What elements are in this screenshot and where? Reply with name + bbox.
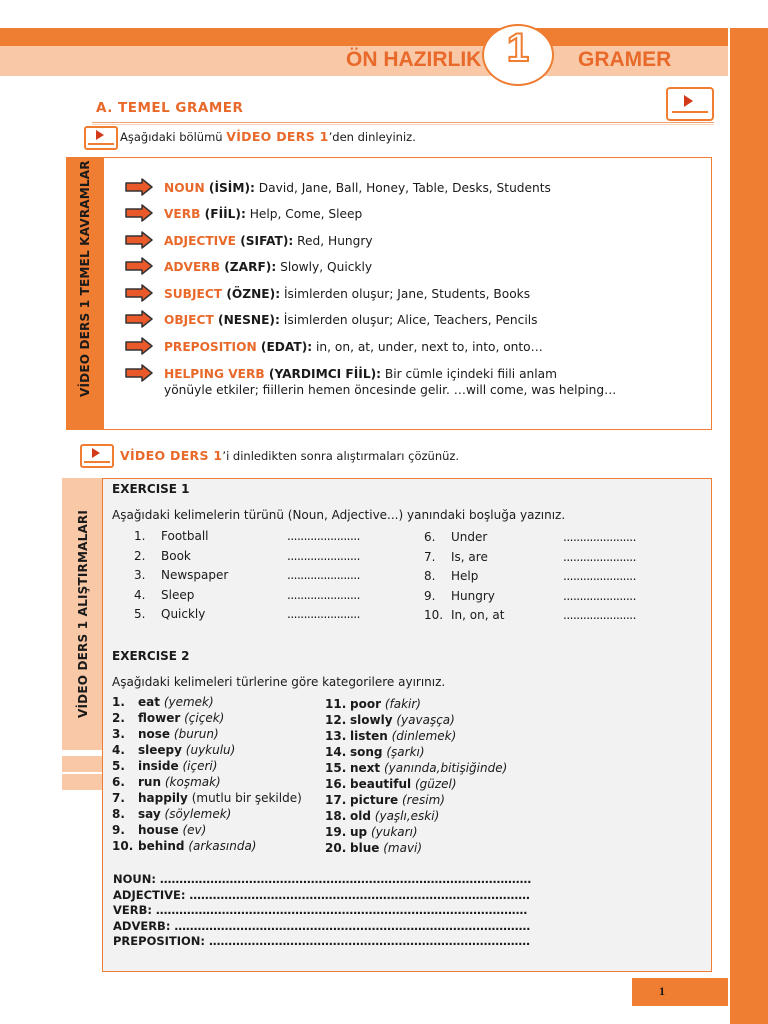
section-divider <box>92 122 714 123</box>
exercise1-title: EXERCISE 1 <box>112 482 190 496</box>
arrow-icon <box>124 231 154 249</box>
word-turkish: (koşmak) <box>164 775 221 789</box>
word-english: beautiful <box>350 777 412 791</box>
basic-concepts-side-label: VİDEO DERS 1 TEMEL KAVRAMLAR <box>78 160 92 397</box>
right-bar-divider <box>728 0 730 1024</box>
word-number: 15. <box>325 761 347 775</box>
word-number: 10. <box>112 839 134 853</box>
side-strip-1 <box>62 756 102 772</box>
concept-turkish: (YARDIMCI FİİL): <box>264 367 382 381</box>
category-answer-line[interactable]: ................................................................................................ <box>159 872 532 886</box>
category-answer-line[interactable]: ........................................................................................ <box>189 887 530 902</box>
exercise1-word: Under <box>451 530 488 544</box>
word-turkish: (mutlu bir şekilde) <box>191 791 302 805</box>
word-turkish: (güzel) <box>414 777 457 791</box>
word-number: 4. <box>112 743 125 757</box>
word-turkish: (söylemek) <box>164 807 232 821</box>
arrow-icon <box>124 178 154 196</box>
exercise1-number: 9. <box>424 589 436 603</box>
right-bar-notch <box>728 0 768 28</box>
concept-term: SUBJECT <box>164 287 223 301</box>
concept-turkish: (NESNE): <box>213 313 280 327</box>
exercise1-number: 1. <box>134 529 146 543</box>
answer-blank[interactable]: ...................... <box>563 550 636 564</box>
exercise1-word: Help <box>451 569 479 583</box>
word-english: nose <box>138 727 171 741</box>
exercises-side-tab <box>62 478 102 750</box>
word-turkish: (burun) <box>173 727 219 741</box>
side-strip-2 <box>62 774 102 790</box>
word-english: behind <box>138 839 185 853</box>
exercise2-instruction: Aşağıdaki kelimeleri türlerine göre kategorilere ayırınız. <box>112 675 446 689</box>
concept-examples: Slowly, Quickly <box>276 260 373 274</box>
concept-term: OBJECT <box>164 313 214 327</box>
concept-row <box>164 312 537 328</box>
category-line <box>113 903 527 917</box>
word-english: inside <box>138 759 179 773</box>
video-play-icon[interactable] <box>666 87 714 121</box>
word-item <box>138 727 219 741</box>
category-label: ADVERB: <box>113 918 171 933</box>
basic-concepts-side-tab <box>66 157 104 430</box>
concept-turkish: (EDAT): <box>256 340 313 354</box>
chapter-number: 1 <box>506 26 530 70</box>
concept-turkish: (SIFAT): <box>235 234 294 248</box>
exercise1-word: Football <box>161 529 209 543</box>
instruction-text-2: ’i dinledikten sonra alıştırmaları çözünüz. <box>222 449 460 463</box>
category-label: ADJECTIVE: <box>113 887 186 902</box>
word-number: 9. <box>112 823 125 837</box>
word-english: next <box>350 761 381 775</box>
answer-blank[interactable]: ...................... <box>287 568 360 582</box>
exercise1-number: 10. <box>424 608 444 622</box>
concept-examples: in, on, at, under, next to, into, onto… <box>312 340 543 354</box>
word-turkish: (yavaşça) <box>396 713 455 727</box>
word-item <box>350 745 425 759</box>
concept-term: PREPOSITION <box>164 340 257 354</box>
word-turkish: (şarkı) <box>386 745 425 759</box>
category-answer-line[interactable]: ............................................................................................ <box>174 918 530 933</box>
word-english: old <box>350 809 371 823</box>
word-item <box>138 807 231 821</box>
exercise1-word: In, on, at <box>451 608 505 622</box>
right-side-bar <box>728 0 768 1024</box>
exercise1-number: 4. <box>134 588 146 602</box>
concept-examples: David, Jane, Ball, Honey, Table, Desks, Students <box>254 181 551 195</box>
instruction-text-end: ’den dinleyiniz. <box>328 130 416 144</box>
word-item <box>138 743 235 757</box>
word-item <box>138 823 206 837</box>
word-turkish: (yemek) <box>163 695 214 709</box>
word-english: poor <box>350 697 381 711</box>
arrow-icon <box>124 204 154 222</box>
category-label: NOUN: <box>113 872 156 886</box>
page-number-tab <box>632 978 728 1006</box>
exercise1-number: 7. <box>424 550 436 564</box>
word-english: happily <box>138 791 188 805</box>
word-number: 16. <box>325 777 347 791</box>
word-english: say <box>138 807 161 821</box>
word-english: flower <box>138 711 181 725</box>
word-item <box>350 729 456 743</box>
concept-row <box>164 259 372 275</box>
word-english: blue <box>350 841 380 855</box>
video-lesson-link-2[interactable]: VİDEO DERS 1 <box>120 448 223 463</box>
word-turkish: (uykulu) <box>185 743 236 757</box>
exercise2-title: EXERCISE 2 <box>112 649 190 663</box>
word-number: 3. <box>112 727 125 741</box>
word-english: listen <box>350 729 388 743</box>
category-line <box>113 888 530 902</box>
exercise1-number: 6. <box>424 530 436 544</box>
word-turkish: (dinlemek) <box>391 729 457 743</box>
exercise1-number: 3. <box>134 568 146 582</box>
instruction-text: Aşağıdaki bölümü <box>120 130 227 144</box>
word-item <box>138 839 256 853</box>
word-item <box>138 759 217 773</box>
word-turkish: (mavi) <box>383 841 423 855</box>
concept-row <box>164 180 551 196</box>
word-turkish: (yukarı) <box>370 825 418 839</box>
answer-blank[interactable]: ...................... <box>563 589 636 603</box>
exercise1-number: 5. <box>134 607 146 621</box>
arrow-icon <box>124 364 154 382</box>
answer-blank[interactable]: ...................... <box>563 530 636 544</box>
word-item <box>350 697 421 711</box>
arrow-icon <box>124 257 154 275</box>
word-item <box>138 711 224 725</box>
word-number: 2. <box>112 711 125 725</box>
word-item <box>350 713 455 727</box>
word-number: 11. <box>325 697 347 711</box>
word-english: run <box>138 775 162 789</box>
section-divider-shadow <box>92 124 714 125</box>
word-turkish: (ev) <box>182 823 207 837</box>
concept-row <box>164 286 530 302</box>
category-line <box>113 872 531 886</box>
word-item <box>350 809 439 823</box>
word-turkish: (yanında,bitişiğinde) <box>384 761 508 775</box>
word-number: 7. <box>112 791 125 805</box>
word-number: 13. <box>325 729 347 743</box>
word-turkish: (fakir) <box>384 697 421 711</box>
arrow-icon <box>124 310 154 328</box>
word-number: 18. <box>325 809 347 823</box>
word-item <box>350 825 418 839</box>
concept-examples: İsimlerden oluşur; Alice, Teachers, Pencils <box>279 313 538 327</box>
word-number: 19. <box>325 825 347 839</box>
exercise1-word: Hungry <box>451 589 495 603</box>
word-item <box>350 761 507 775</box>
answer-blank[interactable]: ...................... <box>563 569 636 583</box>
word-english: up <box>350 825 368 839</box>
exercise1-number: 8. <box>424 569 436 583</box>
word-english: picture <box>350 793 399 807</box>
word-number: 5. <box>112 759 125 773</box>
concept-turkish: (FİİL): <box>200 207 246 221</box>
word-item <box>350 777 457 791</box>
word-turkish: (çiçek) <box>184 711 225 725</box>
category-line <box>113 934 530 948</box>
concept-row-continued: yönüyle etkiler; fiillerin hemen öncesinde gelir. …will come, was helping… <box>164 383 617 397</box>
word-number: 6. <box>112 775 125 789</box>
concept-row <box>164 206 362 222</box>
word-english: sleepy <box>138 743 182 757</box>
category-answer-line[interactable]: ................................................................................................ <box>155 903 528 917</box>
answer-blank[interactable]: ...................... <box>287 529 360 543</box>
concept-term: VERB <box>164 207 201 221</box>
concept-row <box>164 233 373 249</box>
video-lesson-link[interactable]: VİDEO DERS 1 <box>226 129 329 144</box>
page-number: 1 <box>659 984 665 998</box>
header-left-title: ÖN HAZIRLIK <box>346 48 482 71</box>
word-number: 12. <box>325 713 347 727</box>
word-number: 17. <box>325 793 347 807</box>
word-item <box>138 775 221 789</box>
word-english: slowly <box>350 713 393 727</box>
concept-examples: Bir cümle içindeki fiili anlam <box>381 367 557 381</box>
arrow-icon <box>124 284 154 302</box>
word-turkish: (içeri) <box>182 759 218 773</box>
instruction-listen <box>120 129 416 144</box>
concept-turkish: (ÖZNE): <box>222 287 281 301</box>
word-number: 1. <box>112 695 125 709</box>
word-item <box>138 791 302 805</box>
word-item <box>350 793 445 807</box>
exercise1-word: Newspaper <box>161 568 229 582</box>
category-label: PREPOSITION: <box>113 934 206 948</box>
concept-row <box>164 366 557 382</box>
exercise1-number: 2. <box>134 549 146 563</box>
header-top-stripe <box>0 28 728 46</box>
category-line <box>113 919 530 933</box>
word-english: eat <box>138 695 160 709</box>
exercise1-instruction: Aşağıdaki kelimelerin türünü (Noun, Adjective...) yanındaki boşluğa yazınız. <box>112 508 566 522</box>
category-label: VERB: <box>113 903 152 917</box>
concept-term: ADJECTIVE <box>164 234 236 248</box>
word-number: 20. <box>325 841 347 855</box>
concept-term: ADVERB <box>164 260 220 274</box>
answer-blank[interactable]: ...................... <box>287 549 360 563</box>
category-answer-line[interactable]: ................................................................................... <box>208 934 530 948</box>
concept-examples: Help, Come, Sleep <box>245 207 363 221</box>
word-turkish: (arkasında) <box>188 839 257 853</box>
word-number: 8. <box>112 807 125 821</box>
video-icon-small[interactable] <box>84 126 118 150</box>
exercises-side-label: VİDEO DERS 1 ALIŞTIRMALARI <box>76 509 90 718</box>
exercise1-word: Sleep <box>161 588 195 602</box>
answer-blank[interactable]: ...................... <box>287 607 360 621</box>
arrow-icon <box>124 337 154 355</box>
video-icon-small-2[interactable] <box>80 444 114 468</box>
word-english: house <box>138 823 179 837</box>
word-turkish: (yaşlı,eski) <box>374 809 440 823</box>
exercise1-word: Quickly <box>161 607 206 621</box>
exercise1-word: Book <box>161 549 191 563</box>
word-number: 14. <box>325 745 347 759</box>
section-title: A. TEMEL GRAMER <box>96 100 244 116</box>
instruction-exercises <box>120 448 459 463</box>
concept-turkish: (İSİM): <box>204 181 255 195</box>
concept-examples: Red, Hungry <box>293 234 373 248</box>
answer-blank[interactable]: ...................... <box>563 608 636 622</box>
header-right-title: GRAMER <box>578 48 672 71</box>
exercise1-word: Is, are <box>451 550 488 564</box>
concept-examples: İsimlerden oluşur; Jane, Students, Books <box>280 287 531 301</box>
word-item <box>350 841 422 855</box>
concept-term: NOUN <box>164 181 205 195</box>
word-english: song <box>350 745 383 759</box>
concept-turkish: (ZARF): <box>219 260 277 274</box>
answer-blank[interactable]: ...................... <box>287 588 360 602</box>
word-item <box>138 695 214 709</box>
word-turkish: (resim) <box>401 793 445 807</box>
concept-term: HELPING VERB <box>164 367 265 381</box>
concept-row <box>164 339 543 355</box>
